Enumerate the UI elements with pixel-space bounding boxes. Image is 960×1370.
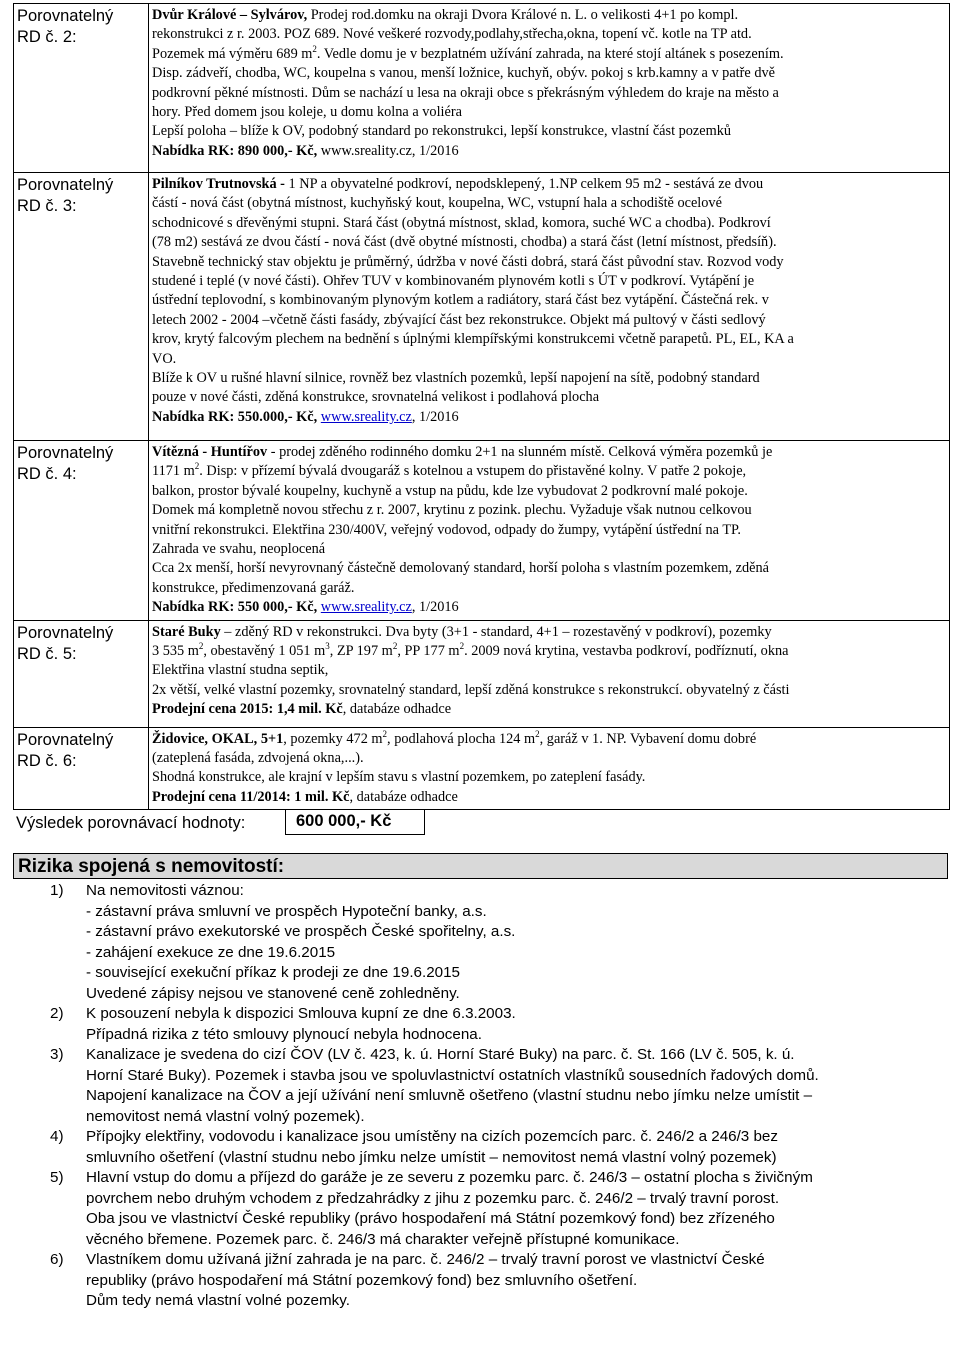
risk-item <box>13 1127 950 1168</box>
description-line <box>152 388 949 407</box>
risk-number: 3) <box>50 1046 64 1063</box>
description-line <box>152 482 949 501</box>
text-segment: , PP 177 m <box>397 643 460 660</box>
comparable-label-line: RD č. 3: <box>17 197 77 215</box>
risk-line: povrchem nebo druhým vchodem z předzahrádky z jihu z pozemku parc. č. 246/2 – trvalý travní porost. <box>86 1189 780 1207</box>
description-line <box>152 788 949 807</box>
risk-line: - zástavní právo exekutorské ve prospěch České spořitelny, a.s. <box>86 923 516 940</box>
text-segment: , garáž v 1. NP. Vybavení domu dobré <box>539 730 757 747</box>
text-segment: podkrovní pěkné místnosti. Dům se nachází u lesa na okraji obce s překrásným výhledem do kraje na město a <box>152 84 779 101</box>
text-segment: Prodej rod.domku na okraji Dvora Králové n. L. o velikosti 4+1 po kompl. <box>310 7 739 23</box>
text-segment: Nabídka RK: 890 000,- Kč, <box>152 142 321 159</box>
comparable-description <box>149 173 950 441</box>
description-line <box>152 768 949 787</box>
risk-line: Oba jsou ve vlastnictví České republiky (právo hospodaření má Státní pozemkový fond) bez zřízeného <box>86 1210 775 1227</box>
comparable-description <box>149 727 950 810</box>
text-segment: , ZP 197 m <box>329 643 393 660</box>
text-segment: Dvůr Králové – Sylvárov, <box>152 7 311 23</box>
comparable-row <box>14 4 950 173</box>
comparable-label-line: Porovnatelný <box>17 7 114 25</box>
comparable-label <box>14 4 149 173</box>
text-segment: Prodejní cena 11/2014: 1 mil. Kč <box>152 788 350 805</box>
text-segment: Pilníkov Trutnovská - <box>152 176 289 192</box>
description-line <box>152 253 949 272</box>
text-segment: pouze v nové části, zděná konstrukce, srovnatelná velikost i podlahová plocha <box>152 389 600 406</box>
text-segment: krov, krytý falcovým plechem na bednění s úplnými klempířskými konstrukcemi včetně parapetů. PL, EL, KA a <box>152 331 794 348</box>
risk-item <box>13 881 950 1004</box>
comparable-label-line: RD č. 5: <box>17 644 77 663</box>
text-segment: Shodná konstrukce, ale krajní v lepším stavu s vlastní pozemkem, po zateplení fasády. <box>152 769 646 786</box>
description-line <box>152 84 949 103</box>
risk-item <box>13 1250 950 1312</box>
text-segment: 2 <box>382 728 388 739</box>
comparable-label-line: RD č. 4: <box>17 465 77 483</box>
result-value: 600 000,- Kč <box>285 810 425 835</box>
text-segment: , 1/2016 <box>411 408 459 425</box>
risks-heading: Rizika spojená s nemovitostí: <box>13 853 948 879</box>
text-segment: 2 <box>312 44 317 55</box>
text-segment: . 2009 nová krytina, vestavba podkroví, podříznutí, okna <box>464 643 789 660</box>
comparable-description <box>149 620 950 727</box>
description-line <box>152 540 949 559</box>
comparable-row <box>14 620 950 727</box>
risk-line: Hlavní vstup do domu a příjezd do garáže je ze severu z pozemku parc. č. 246/3 – ostatní plocha s živičným <box>86 1169 813 1186</box>
text-segment: balkon, prostor bývalé koupelny, kuchyně a vstup na půdu, kde lze vybudovat 2 podkrovní malé pokoje. <box>152 482 748 499</box>
text-segment: Pozemek má výměru 689 m <box>152 45 313 62</box>
risk-line: věcného břemene. Pozemek parc. č. 246/3 má charakter veřejně přístupné komunikace. <box>86 1230 680 1248</box>
text-segment: 1 NP a obyvatelné podkroví, nepodsklepený, 1.NP celkem 95 m2 - sestává ze dvou <box>288 176 764 192</box>
text-segment: 2 <box>535 728 540 739</box>
page <box>13 3 950 1309</box>
comparable-label <box>14 441 149 621</box>
text-segment: (zateplená fasáda, zdvojená okna,...). <box>152 750 364 767</box>
description-line <box>152 233 949 252</box>
text-segment: vnitřní rekonstrukci. Elektřina 230/400V, veřejný vodovod, odpady do žumpy, vytápění ústřední na TP. <box>152 521 741 538</box>
risk-line: Napojení kanalizace na ČOV a její užívání není smluvně ošetřeno (vlastní studnu nebo jímku nelze umístit – <box>86 1087 813 1104</box>
text-segment: . Disp: v přízemí bývalá dvougaráž s kotelnou a vstupem do přistavěné kolny. V patře 2 pokoje, <box>199 463 747 480</box>
risk-number: 5) <box>50 1169 64 1186</box>
sreality-link[interactable]: www.sreality.cz <box>320 408 412 425</box>
risk-line: - související exekuční příkaz k prodeji ze dne 19.6.2015 <box>86 964 460 981</box>
description-line <box>152 291 949 310</box>
text-segment: www.sreality.cz <box>320 142 412 159</box>
result-row <box>13 810 950 836</box>
text-segment: Elektřina vlastní studna septik, <box>152 662 329 679</box>
description-line <box>152 330 949 349</box>
comparable-label-line: Porovnatelný <box>17 444 114 462</box>
description-line <box>152 598 949 617</box>
risk-item <box>13 1168 950 1250</box>
description-line <box>152 6 949 25</box>
risk-line: Uvedené zápisy nejsou ve stanovené ceně zohledněny. <box>86 984 460 1002</box>
comparables-table <box>13 3 950 810</box>
risk-number: 4) <box>50 1128 64 1145</box>
text-segment: 2 <box>198 641 204 652</box>
comparable-row <box>14 727 950 810</box>
description-line <box>152 122 949 141</box>
risk-number: 1) <box>50 882 64 899</box>
text-segment: Staré Buky <box>152 623 225 640</box>
text-segment: , 1/2016 <box>411 142 459 159</box>
risk-number: 6) <box>50 1251 64 1268</box>
risk-line: Dům tedy nemá vlastní volné pozemky. <box>86 1292 350 1309</box>
risk-line: - zahájení exekuce ze dne 19.6.2015 <box>86 943 336 961</box>
text-segment: Cca 2x menší, horší nevyrovnaný částečně demolovaný standard, horší poloha s vlastním pozemkem, zděná <box>152 560 769 577</box>
description-line <box>152 272 949 291</box>
risk-line: nemovitost nemá vlastní volný pozemek). <box>86 1107 365 1125</box>
description-line <box>152 369 949 388</box>
comparable-label <box>14 727 149 810</box>
text-segment: , databáze odhadce <box>349 788 458 805</box>
text-segment: 2 <box>194 461 200 472</box>
description-line <box>152 749 949 768</box>
description-line <box>152 700 949 719</box>
text-segment: ústřední teplovodní, s kombinovaným plynovým kotlem a radiátory, stará část bez vytápění. Částečná rek. v <box>152 292 769 309</box>
text-segment: - prodej zděného rodinného domku 2+1 na slunném místě. Celková výměra pozemků je <box>270 444 773 460</box>
description-line <box>152 501 949 520</box>
text-segment: 1171 m <box>152 463 195 480</box>
comparable-label-line: Porovnatelný <box>17 730 114 749</box>
text-segment: 3 <box>325 641 330 652</box>
description-line <box>152 142 949 161</box>
description-line <box>152 642 949 661</box>
description-line <box>152 579 949 598</box>
description-line <box>152 194 949 213</box>
text-segment: Nabídka RK: 550.000,- Kč, <box>152 408 321 425</box>
text-segment: VO. <box>152 350 177 367</box>
risk-line: smluvního ošetření (vlastní studnu nebo jímku nelze umístit – nemovitost nemá vlastní volný pozemek) <box>86 1148 777 1166</box>
comparable-description <box>149 441 950 621</box>
sreality-link[interactable]: www.sreality.cz <box>320 599 412 616</box>
text-segment: (78 m2) sestává ze dvou částí - nová část (dvě obytné místnosti, chodba) a stará část (letní místnost, předsíň). <box>152 234 777 251</box>
text-segment: Vítězná - Huntířov <box>152 444 271 460</box>
text-segment: , pozemky 472 m <box>283 730 383 747</box>
risk-item <box>13 1004 950 1045</box>
description-line <box>152 175 949 194</box>
description-line <box>152 103 949 122</box>
description-line <box>152 311 949 330</box>
text-segment: Disp. zádveří, chodba, WC, koupelna s vanou, menší ložnice, kuchyň, obýv. pokoj s krb.kamny a v patře dvě <box>152 65 775 82</box>
risk-number: 2) <box>50 1005 64 1022</box>
comparable-label-line: RD č. 2: <box>17 28 77 46</box>
text-segment: 2 <box>392 641 398 652</box>
description-line <box>152 559 949 578</box>
text-segment: Blíže k OV u rušné hlavní silnice, rovněž bez vlastních pozemků, lepší napojení na sítě, podobný standard <box>152 370 760 387</box>
text-segment: Domek má kompletně novou střechu z r. 2007, krytinu z pozink. plechu. Vyžaduje však nutnou celkovou <box>152 502 752 519</box>
description-line <box>152 462 949 481</box>
text-segment: schodnicové s dřevěnými stupni. Stará část (obytná místnost, sklad, komora, suché WC a chodba). Podkroví <box>152 214 771 231</box>
comparable-label <box>14 173 149 441</box>
text-segment: částí - nová část (obytná místnost, kuchyňský kout, koupelna, WC, vstupní hala a schodiště ocelové <box>152 195 722 212</box>
text-segment: 3 535 m <box>152 643 199 660</box>
text-segment: studené i teplé (v nové části). Ohřev TUV v kombinovaném plynovém kotli s ÚT v podkroví. Vytápění je <box>152 273 755 290</box>
comparable-row <box>14 173 950 441</box>
text-segment: Židovice, OKAL, 5+1 <box>152 730 284 747</box>
risk-line: Na nemovitosti váznou: <box>86 882 244 899</box>
comparable-label-line: Porovnatelný <box>17 176 114 194</box>
description-line <box>152 681 949 700</box>
text-segment: letech 2002 - 2004 –včetně části fasády, zbývající část bez rekonstrukce. Objekt má pultový v části sedlový <box>152 311 766 328</box>
text-segment: konstrukce, předimenzovaná garáž. <box>152 579 355 596</box>
description-line <box>152 25 949 44</box>
risk-line: Vlastníkem domu užívaná jižní zahrada je na parc. č. 246/2 – trvalý travní porost ve vlastnictví České <box>86 1251 765 1268</box>
description-line <box>152 730 949 749</box>
text-segment: 2 <box>459 641 465 652</box>
text-segment: Nabídka RK: 550 000,- Kč, <box>152 599 321 616</box>
risk-line: Horní Staré Buky). Pozemek i stavba jsou ve spoluvlastnictví ostatních vlastníků sousedních řadových domů. <box>86 1066 819 1084</box>
text-segment: Lepší poloha – blíže k OV, podobný standard po rekonstrukci, lepší konstrukce, vlastní část pozemků <box>152 123 732 140</box>
description-line <box>152 623 949 642</box>
description-line <box>152 45 949 64</box>
description-line <box>152 521 949 540</box>
text-segment: – zděný RD v rekonstrukci. Dva byty (3+1 - standard, 4+1 – rozestavěný v podkroví), pozemky <box>224 623 772 640</box>
risks-list <box>13 881 950 1312</box>
result-label: Výsledek porovnávací hodnoty: <box>16 814 246 833</box>
description-line <box>152 214 949 233</box>
risk-line: Přípojky elektřiny, vodovodu i kanalizace jsou umístěny na cizích pozemcích parc. č. 246/2 a 246/3 bez <box>86 1128 778 1145</box>
risk-line: Případná rizika z této smlouvy plynoucí nebyla hodnocena. <box>86 1025 482 1043</box>
text-segment: Stavebně technický stav objektu je průměrný, údržba v nové části dobrá, stará část původní stav. Rozvod vody <box>152 253 784 270</box>
text-segment: rekonstrukci z r. 2003. POZ 689. Nové veškeré rozvody,podlahy,střecha,okna, topení vč. kotle na TP atd. <box>152 26 752 43</box>
description-line <box>152 64 949 83</box>
text-segment: Prodejní cena 2015: 1,4 mil. Kč <box>152 701 343 718</box>
risk-line: Kanalizace je svedena do cizí ČOV (LV č. 423, k. ú. Horní Staré Buky) na parc. č. St. 166 (LV č. 505, k. ú. <box>86 1046 795 1063</box>
comparable-label <box>14 620 149 727</box>
text-segment: , 1/2016 <box>411 599 459 616</box>
risk-line: K posouzení nebyla k dispozici Smlouva kupní ze dne 6.3.2003. <box>86 1005 516 1022</box>
comparable-description <box>149 4 950 173</box>
text-segment: Zahrada ve svahu, neoplocená <box>152 541 326 558</box>
risk-line: republiky (právo hospodaření má Státní pozemkový fond) bez smluvního ošetření. <box>86 1271 638 1289</box>
risk-item <box>13 1045 950 1127</box>
text-segment: , obestavěný 1 051 m <box>203 643 326 660</box>
description-line <box>152 350 949 369</box>
description-line <box>152 661 949 680</box>
description-line <box>152 408 949 427</box>
comparable-label-line: RD č. 6: <box>17 751 77 770</box>
text-segment: , podlahová plocha 124 m <box>387 730 536 747</box>
text-segment: , databáze odhadce <box>342 701 452 718</box>
description-line <box>152 443 949 462</box>
comparable-label-line: Porovnatelný <box>17 623 114 642</box>
comparable-row <box>14 441 950 621</box>
text-segment: 2x větší, velké vlastní pozemky, srovnatelný standard, lepší zděná konstrukce s rekonstrukcí. obyvatelný z části <box>152 681 790 698</box>
text-segment: . Vedle domu je v bezplatném užívání zahrada, na které stojí altánek s posezením. <box>316 45 784 62</box>
text-segment: hory. Před domem jsou koleje, u domu kolna a voliéra <box>152 104 462 121</box>
risk-line: - zástavní práva smluvní ve prospěch Hypoteční banky, a.s. <box>86 902 487 920</box>
